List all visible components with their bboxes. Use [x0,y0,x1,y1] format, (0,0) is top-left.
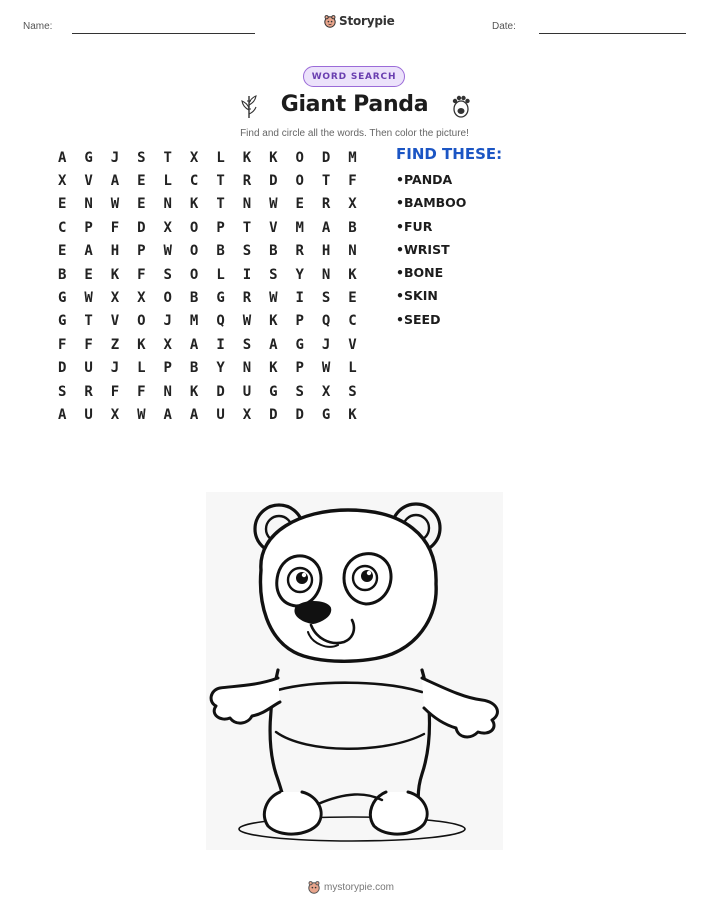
grid-letter: M [295,219,304,236]
grid-letter: O [163,290,172,307]
grid-letter: N [242,360,252,377]
grid-letter: T [216,196,225,213]
grid-letter: K [110,266,120,283]
grid-letter: S [242,243,252,260]
grid-letter: K [269,313,278,330]
grid-letter: X [57,173,67,190]
grid-letter: L [216,266,225,283]
grid-letter: W [242,313,252,330]
word-search-badge: WORD SEARCH [303,66,405,87]
grid-letter: K [348,406,357,423]
grid-letter: P [163,360,172,377]
grid-letter: D [269,173,278,190]
grid-letter: D [269,406,278,423]
grid-letter: G [57,313,67,330]
word-item: • WRIST [396,242,466,265]
grid-letter: S [348,383,357,400]
grid-letter: F [348,173,357,190]
grid-letter: E [137,173,146,190]
grid-letter: B [189,360,199,377]
letter-grid [49,146,366,427]
grid-row [49,380,366,403]
grid-letter: B [348,219,357,236]
grid-letter: S [269,266,278,283]
grid-letter: F [57,336,67,353]
grid-letter: P [137,243,146,260]
grid-letter: Z [110,336,120,353]
grid-row [49,357,366,380]
grid-letter: P [84,219,93,236]
grid-letter: O [295,149,304,166]
grid-letter: R [242,173,252,190]
grid-letter: S [321,290,331,307]
word-list [396,172,466,335]
grid-letter: E [137,196,146,213]
grid-letter: A [110,173,120,190]
grid-letter: I [216,336,225,353]
grid-letter: G [216,290,225,307]
grid-letter: C [189,173,199,190]
grid-letter: B [57,266,67,283]
grid-letter: W [110,196,120,213]
grid-letter: D [216,383,225,400]
grid-letter: D [295,406,304,423]
grid-letter: E [57,243,67,260]
grid-letter: J [110,149,120,166]
grid-letter: R [321,196,331,213]
grid-letter: V [269,219,278,236]
grid-row [49,193,366,216]
grid-letter: Y [295,266,304,283]
grid-letter: L [163,173,172,190]
grid-row [49,240,366,263]
grid-letter: T [242,219,252,236]
grid-letter: G [57,290,67,307]
grid-letter: H [321,243,331,260]
grid-letter: N [84,196,93,213]
grid-letter: R [295,243,304,260]
grid-letter: I [242,266,252,283]
word-item: • SKIN [396,288,466,311]
grid-letter: P [216,219,225,236]
grid-letter: B [216,243,225,260]
grid-letter: W [163,243,172,260]
grid-letter: X [163,336,172,353]
grid-row [49,286,366,309]
grid-letter: D [321,149,331,166]
grid-letter: T [321,173,331,190]
grid-letter: T [216,173,225,190]
grid-letter: N [348,243,357,260]
grid-letter: L [216,149,225,166]
grid-letter: B [189,290,199,307]
grid-letter: N [321,266,331,283]
grid-letter: W [137,406,146,423]
grid-letter: A [84,243,93,260]
name-label: Name: [23,21,53,32]
word-item: • FUR [396,219,466,242]
grid-letter: R [242,290,252,307]
grid-letter: F [110,383,120,400]
instructions: Find and circle all the words. Then color the picture! [240,128,469,139]
grid-letter: C [57,219,67,236]
grid-letter: A [57,406,67,423]
grid-letter: F [110,219,120,236]
grid-letter: O [295,173,304,190]
grid-letter: T [163,149,172,166]
grid-letter: B [269,243,278,260]
grid-letter: R [84,383,93,400]
grid-letter: X [189,149,199,166]
cartoon-panda-illustration [206,492,503,850]
grid-letter: F [84,336,93,353]
grid-letter: O [189,243,199,260]
grid-letter: V [84,173,93,190]
grid-letter: J [163,313,172,330]
grid-letter: M [189,313,199,330]
grid-row [49,263,366,286]
grid-letter: A [321,219,331,236]
grid-row [49,216,366,239]
grid-letter: X [110,406,120,423]
grid-letter: N [163,383,172,400]
grid-letter: K [137,336,146,353]
grid-letter: G [295,336,304,353]
grid-letter: S [295,383,304,400]
grid-row [49,403,366,426]
grid-letter: S [163,266,172,283]
panda-paw-icon [450,92,472,119]
grid-row [49,146,366,169]
grid-letter: A [189,336,199,353]
grid-letter: S [137,149,146,166]
grid-letter: W [84,290,93,307]
grid-letter: A [269,336,278,353]
grid-row [49,169,366,192]
grid-letter: O [189,266,199,283]
word-list-title: FIND THESE: [396,145,503,163]
grid-letter: X [110,290,120,307]
grid-letter: N [242,196,252,213]
grid-letter: W [321,360,331,377]
grid-letter: E [348,290,357,307]
grid-letter: Q [216,313,225,330]
grid-letter: X [242,406,252,423]
grid-letter: W [269,290,278,307]
grid-letter: Y [216,360,225,377]
grid-letter: T [84,313,93,330]
grid-letter: L [348,360,357,377]
grid-letter: U [242,383,252,400]
grid-letter: U [216,406,225,423]
footer-url: mystorypie.com [324,881,395,893]
grid-letter: K [189,383,199,400]
grid-letter: Q [321,313,331,330]
brand-logo [324,14,395,28]
grid-letter: E [84,266,93,283]
word-item: • BAMBOO [396,195,466,218]
grid-letter: F [137,266,146,283]
grid-letter: P [295,313,304,330]
panda-picture [206,492,503,850]
grid-letter: O [137,313,146,330]
grid-letter: U [84,406,93,423]
grid-letter: X [137,290,146,307]
grid-letter: H [110,243,120,260]
grid-letter: L [137,360,146,377]
page-title: Giant Panda [280,92,429,117]
grid-letter: A [57,149,67,166]
grid-letter: U [84,360,93,377]
word-item: • BONE [396,265,466,288]
word-item: • SEED [396,312,466,335]
grid-letter: S [242,336,252,353]
grid-letter: K [189,196,199,213]
name-line [72,33,255,34]
grid-letter: F [137,383,146,400]
grid-letter: X [348,196,357,213]
grid-letter: S [57,383,67,400]
grid-letter: O [189,219,199,236]
grid-letter: G [321,406,331,423]
grid-letter: I [295,290,304,307]
grid-letter: N [163,196,172,213]
storypie-footer-logo-icon [308,880,320,894]
grid-letter: K [242,149,252,166]
grid-letter: J [110,360,120,377]
grid-letter: K [269,360,278,377]
grid-letter: W [269,196,278,213]
grid-letter: G [269,383,278,400]
grid-letter: V [348,336,357,353]
grid-letter: K [348,266,357,283]
grid-letter: V [110,313,120,330]
grid-letter: D [137,219,146,236]
grid-letter: E [295,196,304,213]
grid-letter: G [84,149,93,166]
footer [308,880,394,894]
date-label: Date: [492,21,516,32]
grid-letter: K [269,149,278,166]
grid-row [49,333,366,356]
grid-row [49,310,366,333]
brand-name: Storypie [339,14,395,28]
word-item: • PANDA [396,172,466,195]
grid-letter: D [57,360,67,377]
grid-letter: C [348,313,357,330]
grid-letter: X [321,383,331,400]
grid-letter: P [295,360,304,377]
date-line [539,33,686,34]
grid-letter: X [163,219,172,236]
grid-letter: A [189,406,199,423]
storypie-logo-icon [324,14,336,28]
grid-letter: E [57,196,67,213]
grid-letter: M [348,149,357,166]
grid-letter: J [321,336,331,353]
grid-letter: A [163,406,172,423]
